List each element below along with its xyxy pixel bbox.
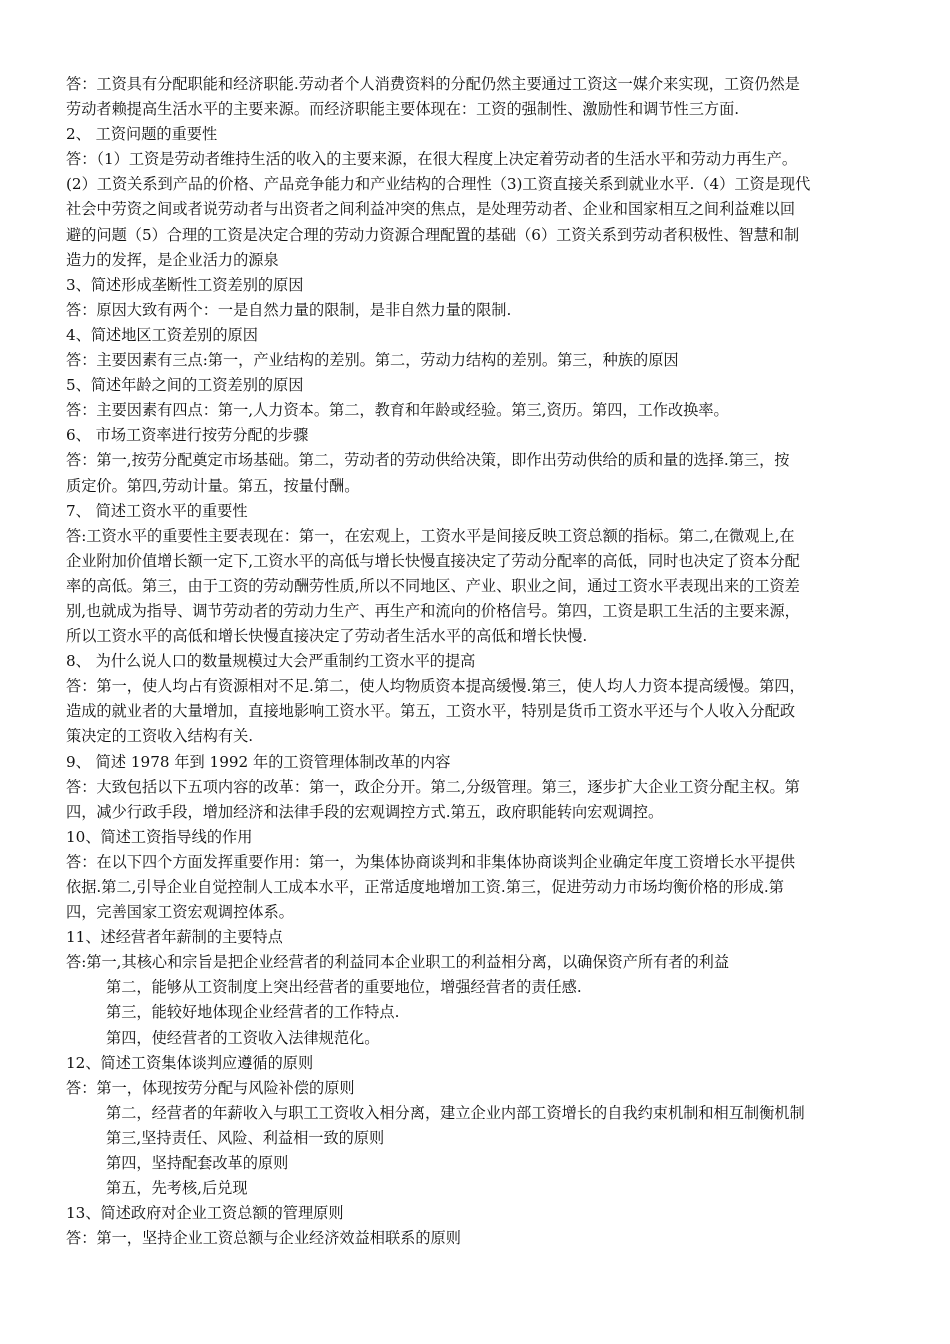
answer-text: 答：第一，坚持企业工资总额与企业经济效益相联系的原则 (66, 1229, 461, 1248)
answer-text: 别,也就成为指导、调节劳动者的劳动力生产、再生产和流向的价格信号。第四，工资是职工生活的主要来源， (66, 601, 800, 620)
answer-text: 企业附加价值增长额一定下,工资水平的高低与增长快慢直接决定了劳动分配率的高低，同时也决定了资本分配 (66, 551, 800, 570)
answer-text: 答：第一,按劳分配奠定市场基础。第二，劳动者的劳动供给决策，即作出劳动供给的质和量的选择.第三，按 (66, 451, 790, 470)
answer-text: 造力的发挥，是企业活力的源泉 (66, 250, 279, 269)
answer-text: 答：第一，体现按劳分配与风险补偿的原则 (66, 1078, 355, 1097)
question-heading: 4、简述地区工资差别的原因 (66, 325, 258, 344)
answer-text: 答:工资水平的重要性主要表现在：第一，在宏观上，工资水平是间接反映工资总额的指标。第二,在微观上,在 (66, 526, 795, 545)
answer-text: 避的问题（5）合理的工资是决定合理的劳动力资源合理配置的基础（6）工资关系到劳动者积极性、智慧和制 (66, 225, 800, 244)
answer-text: 社会中劳资之间或者说劳动者与出资者之间利益冲突的焦点，是处理劳动者、企业和国家相互之间利益难以回 (66, 200, 795, 219)
answer-text: 造成的就业者的大量增加，直接地影响工资水平。第五，工资水平，特别是货币工资水平还与个人收入分配政 (66, 702, 795, 721)
answer-text: (2）工资关系到产品的价格、产品竞争能力和产业结构的合理性（3)工资直接关系到就业水平.（4）工资是现代 (66, 175, 811, 194)
answer-text: 答：（1）工资是劳动者维持生活的收入的主要来源，在很大程度上决定着劳动者的生活水平和劳动力再生产。 (66, 150, 798, 169)
question-heading: 10、简述工资指导线的作用 (66, 827, 253, 846)
answer-text: 答：工资具有分配职能和经济职能.劳动者个人消费资料的分配仍然主要通过工资这一媒介来实现，工资仍然是 (66, 75, 800, 93)
answer-text: 劳动者赖提高生活水平的主要来源。而经济职能主要体现在：工资的强制性、激励性和调节性三方面. (66, 100, 740, 119)
question-heading: 13、简述政府对企业工资总额的管理原则 (66, 1204, 344, 1223)
answer-text: 第三,坚持责任、风险、利益相一致的原则 (106, 1128, 385, 1147)
answer-text: 第四，使经营者的工资收入法律规范化。 (106, 1028, 380, 1047)
answer-text: 质定价。第四,劳动计量。第五，按量付酬。 (66, 476, 360, 495)
answer-text: 答：主要因素有四点：第一,人力资本。第二，教育和年龄或经验。第三,资历。第四，工作改换率。 (66, 401, 729, 420)
answer-text: 答：第一，使人均占有资源相对不足.第二，使人均物质资本提高缓慢.第三，使人均人力资本提高缓慢。第四， (66, 677, 805, 696)
answer-text: 答：大致包括以下五项内容的改革：第一，政企分开。第二,分级管理。第三，逐步扩大企业工资分配主权。第 (66, 777, 800, 796)
question-heading: 12、简述工资集体谈判应遵循的原则 (66, 1053, 314, 1072)
answer-text: 答：主要因素有三点:第一，产业结构的差别。第二，劳动力结构的差别。第三，种族的原因 (66, 351, 679, 370)
answer-text: 第四，坚持配套改革的原则 (106, 1154, 289, 1173)
answer-text: 第二，经营者的年薪收入与职工工资收入相分离，建立企业内部工资增长的自我约束机制和相互制衡机制 (106, 1103, 805, 1122)
question-heading: 3、简述形成垄断性工资差别的原因 (66, 275, 304, 294)
question-heading: 7、 简述工资水平的重要性 (66, 501, 248, 520)
answer-text: 四，完善国家工资宏观调控体系。 (66, 903, 294, 922)
question-heading: 11、述经营者年薪制的主要特点 (66, 928, 283, 947)
answer-text: 答:第一,其核心和宗旨是把企业经营者的利益同本企业职工的利益相分离，以确保资产所有者的利益 (66, 953, 730, 972)
question-heading: 8、 为什么说人口的数量规模过大会严重制约工资水平的提高 (66, 652, 476, 671)
answer-text: 第三，能较好地体现企业经营者的工作特点. (106, 1003, 400, 1022)
answer-text: 第五，先考核,后兑现 (106, 1179, 248, 1198)
answer-text: 答：原因大致有两个：一是自然力量的限制，是非自然力量的限制. (66, 300, 512, 319)
question-heading: 6、 市场工资率进行按劳分配的步骤 (66, 426, 309, 445)
answer-text: 答：在以下四个方面发挥重要作用：第一，为集体协商谈判和非集体协商谈判企业确定年度工资增长水平提供 (66, 852, 795, 871)
answer-text: 四，减少行政手段，增加经济和法律手段的宏观调控方式.第五，政府职能转向宏观调控。 (66, 802, 664, 821)
question-heading: 5、简述年龄之间的工资差别的原因 (66, 376, 304, 395)
answer-text: 第二，能够从工资制度上突出经营者的重要地位，增强经营者的责任感. (106, 978, 582, 997)
answer-text: 策决定的工资收入结构有关. (66, 727, 254, 746)
answer-text: 率的高低。第三，由于工资的劳动酬劳性质,所以不同地区、产业、职业之间，通过工资水平表现出来的工资差 (66, 576, 800, 595)
answer-text: 依据.第二,引导企业自觉控制人工成本水平，正常适度地增加工资.第三，促进劳动力市场均衡价格的形成.第 (66, 878, 784, 896)
question-heading: 2、 工资问题的重要性 (66, 125, 218, 144)
question-heading: 9、 简述 1978 年到 1992 年的工资管理体制改革的内容 (66, 752, 451, 771)
answer-text: 所以工资水平的高低和增长快慢直接决定了劳动者生活水平的高低和增长快慢. (66, 627, 588, 646)
document-page (66, 72, 886, 1251)
